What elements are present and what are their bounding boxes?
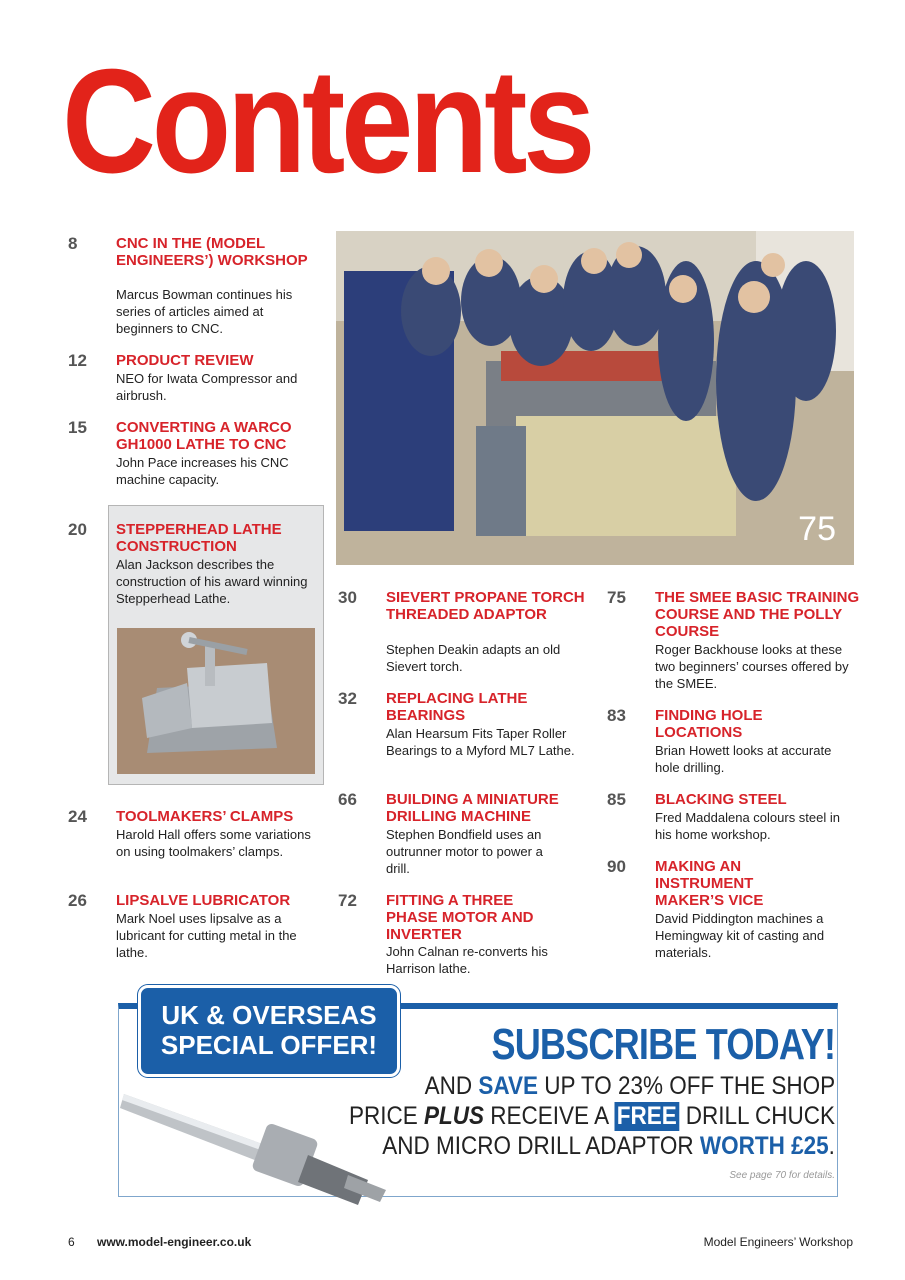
article-description: Fred Maddalena colours steel in his home workshop. bbox=[655, 810, 840, 842]
page-number: 90 bbox=[607, 857, 626, 876]
promo-text: RECEIVE A bbox=[484, 1102, 615, 1130]
special-offer-badge bbox=[138, 985, 400, 1077]
article-description: Brian Howett looks at accurate hole drilling. bbox=[655, 743, 832, 775]
subscribe-title[interactable]: SUBSCRIBE TODAY! bbox=[491, 1020, 835, 1069]
promo-line-2 bbox=[349, 1102, 835, 1131]
page-number: 26 bbox=[68, 891, 87, 910]
plus-highlight: PLUS bbox=[424, 1102, 485, 1130]
article-heading: BLACKING STEEL bbox=[655, 791, 787, 808]
page-number: 15 bbox=[68, 418, 87, 437]
article-description: Roger Backhouse looks at these two beginners’ courses offered by the SMEE. bbox=[655, 642, 849, 691]
offer-line: SPECIAL OFFER! bbox=[160, 1030, 378, 1060]
article-heading: MAKING AN INSTRUMENT MAKER’S VICE bbox=[655, 858, 764, 909]
article-heading: CNC IN THE (MODEL ENGINEERS’) WORKSHOP bbox=[116, 235, 308, 269]
page-number: 12 bbox=[68, 351, 87, 370]
article-heading: BUILDING A MINIATURE DRILLING MACHINE bbox=[386, 791, 559, 825]
article-heading: LIPSALVE LUBRICATOR bbox=[116, 892, 291, 909]
page-number: 75 bbox=[607, 588, 626, 607]
article-heading: CONVERTING A WARCO GH1000 LATHE TO CNC bbox=[116, 419, 292, 453]
page-number: 20 bbox=[68, 520, 87, 539]
article-heading: FINDING HOLE LOCATIONS bbox=[655, 707, 763, 741]
page-number: 66 bbox=[338, 790, 357, 809]
page-number: 72 bbox=[338, 891, 357, 910]
workshop-photo bbox=[336, 231, 854, 565]
free-highlight: FREE bbox=[614, 1102, 679, 1131]
article-description: John Pace increases his CNC machine capacity. bbox=[116, 455, 289, 487]
article-heading: TOOLMAKERS’ CLAMPS bbox=[116, 808, 294, 825]
article-heading: REPLACING LATHE BEARINGS bbox=[386, 690, 528, 724]
promo-text: DRILL CHUCK bbox=[679, 1102, 835, 1130]
article-description: NEO for Iwata Compressor and airbrush. bbox=[116, 371, 298, 403]
article-description: Alan Hearsum Fits Taper Roller Bearings to a Myford ML7 Lathe. bbox=[386, 726, 575, 758]
article-description: Harold Hall offers some variations on using toolmakers’ clamps. bbox=[116, 827, 311, 859]
promo-text: UP TO 23% OFF THE SHOP bbox=[537, 1072, 835, 1100]
promo-text: . bbox=[828, 1132, 835, 1160]
stepperhead-lathe-photo bbox=[117, 628, 315, 774]
magazine-name: Model Engineers’ Workshop bbox=[703, 1235, 853, 1249]
article-heading: STEPPERHEAD LATHE CONSTRUCTION bbox=[116, 521, 282, 555]
article-heading: PRODUCT REVIEW bbox=[116, 352, 254, 369]
worth-highlight: WORTH £25 bbox=[699, 1132, 829, 1160]
page-number: 8 bbox=[68, 234, 78, 253]
page-number: 30 bbox=[338, 588, 357, 607]
article-description: John Calnan re-converts his Harrison lathe. bbox=[386, 944, 548, 976]
promo-line-1 bbox=[424, 1072, 835, 1101]
article-description: Alan Jackson describes the construction of his award winning Stepperhead Lathe. bbox=[116, 557, 308, 606]
article-heading: SIEVERT PROPANE TORCH THREADED ADAPTOR bbox=[386, 589, 585, 623]
drill-chuck-image bbox=[118, 1070, 388, 1210]
article-heading: THE SMEE BASIC TRAINING COURSE AND THE POLLY COURSE bbox=[655, 589, 860, 640]
promo-text: AND MICRO DRILL ADAPTOR bbox=[382, 1132, 700, 1160]
save-highlight: SAVE bbox=[478, 1072, 538, 1100]
page-number-footer: 6 bbox=[68, 1235, 75, 1249]
page-number: 85 bbox=[607, 790, 626, 809]
promo-text: AND bbox=[424, 1072, 479, 1100]
article-description: Mark Noel uses lipsalve as a lubricant for cutting metal in the lathe. bbox=[116, 911, 297, 960]
website-link[interactable]: www.model-engineer.co.uk bbox=[97, 1235, 252, 1249]
page-number: 83 bbox=[607, 706, 626, 725]
photo-page-number: 75 bbox=[798, 510, 836, 548]
article-description: David Piddington machines a Hemingway kit of casting and materials. bbox=[655, 911, 825, 960]
page-number: 24 bbox=[68, 807, 87, 826]
details-note: See page 70 for details. bbox=[729, 1170, 835, 1181]
article-description: Stephen Bondfield uses an outrunner motor to power a drill. bbox=[386, 827, 543, 876]
article-description: Stephen Deakin adapts an old Sievert torch. bbox=[386, 642, 561, 674]
page-title: Contents bbox=[62, 39, 592, 204]
promo-text: PRICE bbox=[349, 1102, 425, 1130]
page-number: 32 bbox=[338, 689, 357, 708]
offer-line: UK & OVERSEAS bbox=[161, 1000, 377, 1030]
promo-line-3 bbox=[382, 1132, 835, 1161]
article-heading: FITTING A THREE PHASE MOTOR AND INVERTER bbox=[386, 892, 534, 943]
article-description: Marcus Bowman continues his series of articles aimed at beginners to CNC. bbox=[116, 287, 293, 336]
